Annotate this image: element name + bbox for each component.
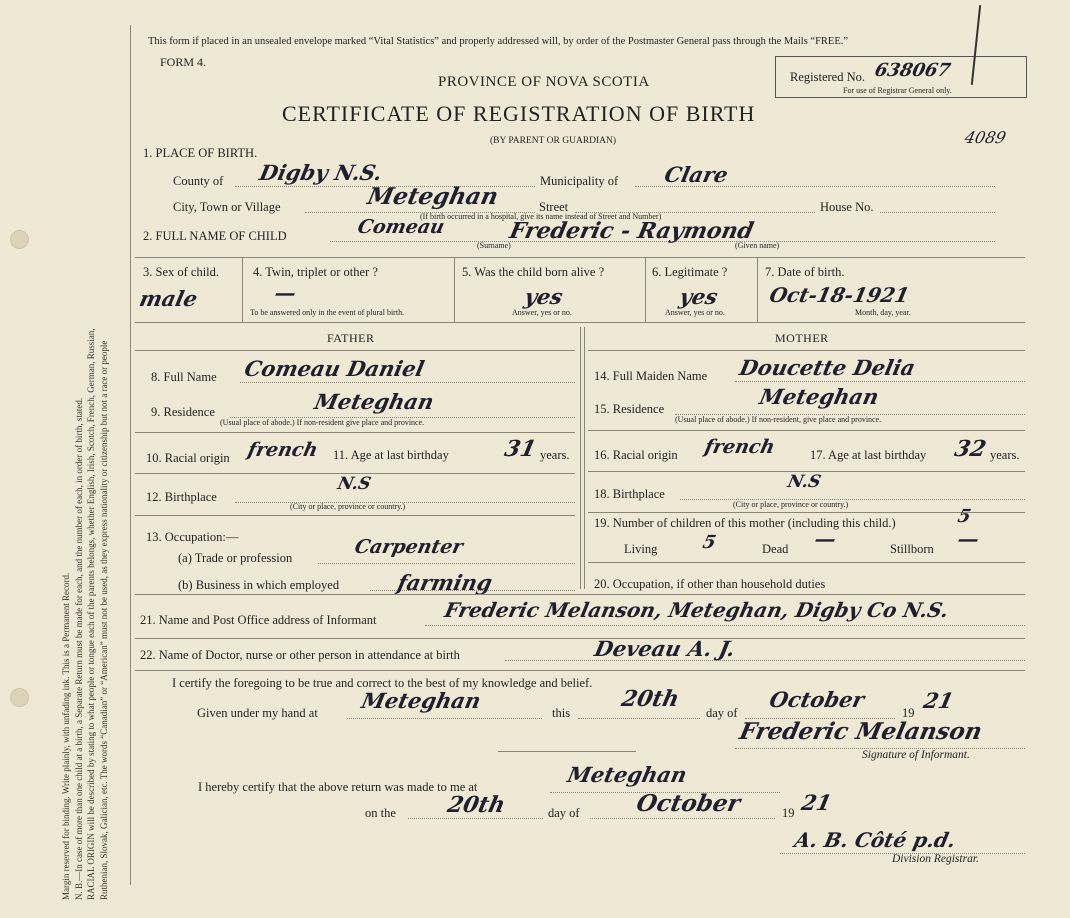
sex-value: male xyxy=(137,286,200,311)
father-residence-label: 9. Residence xyxy=(151,405,215,419)
mother-name-value: Doucette Delia xyxy=(737,355,918,380)
margin-note: RACIAL ORIGIN will be described by stating to what people or tongue each of the parents belongs, whether English, Irish, Scotch, French, German, Russian, xyxy=(86,328,96,900)
twin-note: To be answered only in the event of plural birth. xyxy=(250,308,405,317)
dead-value: — xyxy=(812,526,839,551)
given-name-note: (Given name) xyxy=(735,241,780,250)
columns-top-rule xyxy=(135,350,575,351)
mother-age-label: 17. Age at last birthday xyxy=(810,448,927,462)
given-under-label: Given under my hand at xyxy=(197,706,318,720)
mother-birthplace-value: N.S xyxy=(785,472,823,492)
mother-heading: MOTHER xyxy=(775,331,829,345)
dead-label: Dead xyxy=(762,542,789,556)
mother-occupation-label: 20. Occupation, if other than household duties xyxy=(594,577,826,591)
father-divider xyxy=(135,432,575,433)
registrar-year-prefix: 19 xyxy=(782,806,795,820)
mother-divider xyxy=(588,562,1025,563)
house-line xyxy=(880,212,995,213)
birth-date-value: Oct-18-1921 xyxy=(767,283,912,307)
stillborn-label: Stillborn xyxy=(890,542,934,556)
registrar-title: Division Registrar. xyxy=(892,853,979,865)
section-rule xyxy=(135,670,1025,671)
father-trade-value: Carpenter xyxy=(352,536,465,558)
given-month-value: October xyxy=(767,687,867,712)
mother-birthplace-line xyxy=(680,499,1025,500)
father-business-value: farming xyxy=(395,570,495,595)
stillborn-value: — xyxy=(955,526,982,551)
informant-label: 21. Name and Post Office address of Informant xyxy=(140,613,377,627)
mother-birthplace-note: (City or place, province or country.) xyxy=(733,500,849,509)
mother-age-value: 32 xyxy=(952,436,989,462)
father-trade-line xyxy=(318,563,575,564)
registrar-signature: A. B. Côté p.d. xyxy=(792,828,958,852)
given-place-line xyxy=(347,718,542,719)
city-label: City, Town or Village xyxy=(173,200,281,214)
father-business-label: (b) Business in which employed xyxy=(178,578,340,592)
form-number: FORM 4. xyxy=(160,55,207,69)
row3-bottom-rule xyxy=(135,322,1025,323)
father-birthplace-note: (City or place, province or country.) xyxy=(290,502,406,511)
given-day-value: 20th xyxy=(619,686,682,712)
father-age-value: 31 xyxy=(502,436,539,462)
row3-divider xyxy=(454,257,455,322)
sex-label: 3. Sex of child. xyxy=(143,265,220,279)
father-residence-note: (Usual place of abode.) If non-resident give place and province. xyxy=(220,418,425,427)
registrar-note: For use of Registrar General only. xyxy=(843,86,952,95)
mother-race-label: 16. Racial origin xyxy=(594,448,678,462)
birth-date-label: 7. Date of birth. xyxy=(765,265,845,279)
margin-rule xyxy=(130,25,131,885)
mother-residence-note: (Usual place of abode.) If non-resident, give place and province. xyxy=(675,415,882,424)
registered-number: 638067 xyxy=(872,60,953,81)
row3-divider xyxy=(757,257,758,322)
child-name-label: 2. FULL NAME OF CHILD xyxy=(143,229,287,243)
registrar-day-line xyxy=(408,818,543,819)
county-value: Digby N.S. xyxy=(257,160,385,185)
registrar-month-value: October xyxy=(634,790,743,817)
given-year-value: 21 xyxy=(921,688,956,713)
on-the-label: on the xyxy=(365,806,396,820)
this-label: this xyxy=(552,706,571,720)
margin-notes xyxy=(60,30,110,900)
row3-top-rule xyxy=(135,257,1025,258)
father-race-label: 10. Racial origin xyxy=(146,451,230,465)
doctor-label: 22. Name of Doctor, nurse or other person in attendance at birth xyxy=(140,648,460,662)
father-residence-value: Meteghan xyxy=(312,389,437,414)
father-divider xyxy=(135,515,575,516)
alive-label: 5. Was the child born alive ? xyxy=(462,265,605,279)
city-value: Meteghan xyxy=(365,183,501,210)
place-heading: 1. PLACE OF BIRTH. xyxy=(143,146,258,160)
county-label: County of xyxy=(173,174,224,188)
alive-value: yes xyxy=(522,284,566,309)
column-divider xyxy=(584,327,585,589)
mother-years: years. xyxy=(990,448,1020,462)
father-age-label: 11. Age at last birthday xyxy=(333,448,449,462)
municipality-label: Municipality of xyxy=(540,174,619,188)
municipality-value: Clare xyxy=(662,162,731,187)
given-day-line xyxy=(578,718,700,719)
street-label: Street xyxy=(539,200,569,214)
certify-statement: I certify the foregoing to be true and correct to the best of my knowledge and belief. xyxy=(172,676,593,690)
mother-residence-label: 15. Residence xyxy=(594,402,665,416)
province-heading: PROVINCE OF NOVA SCOTIA xyxy=(438,74,650,90)
doctor-value: Deveau A. J. xyxy=(592,636,738,661)
informant-value: Frederic Melanson, Meteghan, Digby Co N.S. xyxy=(442,598,951,622)
punch-hole-top xyxy=(10,230,29,249)
father-heading: FATHER xyxy=(327,331,375,345)
father-name-label: 8. Full Name xyxy=(151,370,217,384)
registrar-statement: I hereby certify that the above return was made to me at xyxy=(198,780,478,794)
mother-name-line xyxy=(735,381,1025,382)
father-birthplace-value: N.S xyxy=(335,474,373,494)
birth-date-note: Month, day, year. xyxy=(855,308,911,317)
mother-residence-value: Meteghan xyxy=(757,384,882,409)
document-title: CERTIFICATE OF REGISTRATION OF BIRTH xyxy=(282,101,756,126)
registered-label: Registered No. xyxy=(790,70,865,84)
columns-top-rule xyxy=(588,350,1025,351)
father-name-line xyxy=(240,382,575,383)
twin-label: 4. Twin, triplet or other ? xyxy=(253,265,378,279)
surname-note: (Surname) xyxy=(477,241,511,250)
margin-note: N. B.—In case of more than one child at a birth, a Separate Return must be made for each, and the number of each, in order of birth, stated. xyxy=(73,397,84,900)
given-place-value: Meteghan xyxy=(359,688,484,713)
registrar-month-line xyxy=(590,818,775,819)
legitimate-value: yes xyxy=(677,284,721,309)
living-label: Living xyxy=(624,542,658,556)
father-years: years. xyxy=(540,448,570,462)
mother-name-label: 14. Full Maiden Name xyxy=(594,369,708,383)
registrar-day-of-label: day of xyxy=(548,806,580,820)
house-label: House No. xyxy=(820,200,874,214)
father-trade-label: (a) Trade or profession xyxy=(178,551,293,565)
legitimate-label: 6. Legitimate ? xyxy=(652,265,728,279)
registrar-place-value: Meteghan xyxy=(565,762,690,787)
day-of-label: day of xyxy=(706,706,738,720)
father-name-value: Comeau Daniel xyxy=(242,356,427,381)
doctor-line xyxy=(505,660,1025,661)
child-given-name: Frederic - Raymond xyxy=(507,218,756,244)
father-race-value: french xyxy=(245,439,320,461)
year-prefix: 19 xyxy=(902,706,915,720)
postal-notice: This form if placed in an unsealed envelope marked “Vital Statistics” and properly addressed will, by order of the Postmaster General pass through the Mails “FREE.” xyxy=(148,36,849,47)
mother-divider xyxy=(588,430,1025,431)
section-rule xyxy=(135,638,1025,639)
column-divider xyxy=(580,327,581,589)
living-value: 5 xyxy=(700,532,718,553)
punch-hole-bottom xyxy=(10,688,29,707)
father-occupation-label: 13. Occupation:— xyxy=(146,530,239,544)
mother-race-value: french xyxy=(702,436,777,458)
father-birthplace-label: 12. Birthplace xyxy=(146,490,217,504)
legitimate-note: Answer, yes or no. xyxy=(665,308,725,317)
informant-line xyxy=(425,625,1025,626)
alive-note: Answer, yes or no. xyxy=(512,308,572,317)
children-count-label: 19. Number of children of this mother (including this child.) xyxy=(594,516,896,530)
row3-divider xyxy=(242,257,243,322)
certify-separator xyxy=(498,751,636,752)
document-subtitle: (BY PARENT OR GUARDIAN) xyxy=(490,136,617,146)
row3-divider xyxy=(645,257,646,322)
registrar-day-value: 20th xyxy=(445,792,508,818)
mother-birthplace-label: 18. Birthplace xyxy=(594,487,665,501)
informant-signature: Frederic Melanson xyxy=(737,718,985,745)
section-rule xyxy=(135,594,1025,595)
margin-note: Ruthenian, Slovak, Galician, etc. The words “Canadian” or “American” must not be used, as they express nationality or citizenship but not a race or people xyxy=(98,340,109,900)
hospital-note: (If birth occurred in a hospital, give its name instead of Street and Number) xyxy=(420,212,662,221)
child-surname: Comeau xyxy=(355,216,447,238)
signature-label: Signature of Informant. xyxy=(862,749,970,761)
registrar-year-value: 21 xyxy=(799,790,834,815)
corner-number: 4089 xyxy=(962,128,1008,147)
margin-note: Margin reserved for binding. Write plainly, with unfading ink. This is a Permanent Record. xyxy=(61,572,71,900)
twin-value: — xyxy=(272,280,299,305)
children-count-value: 5 xyxy=(955,506,973,527)
